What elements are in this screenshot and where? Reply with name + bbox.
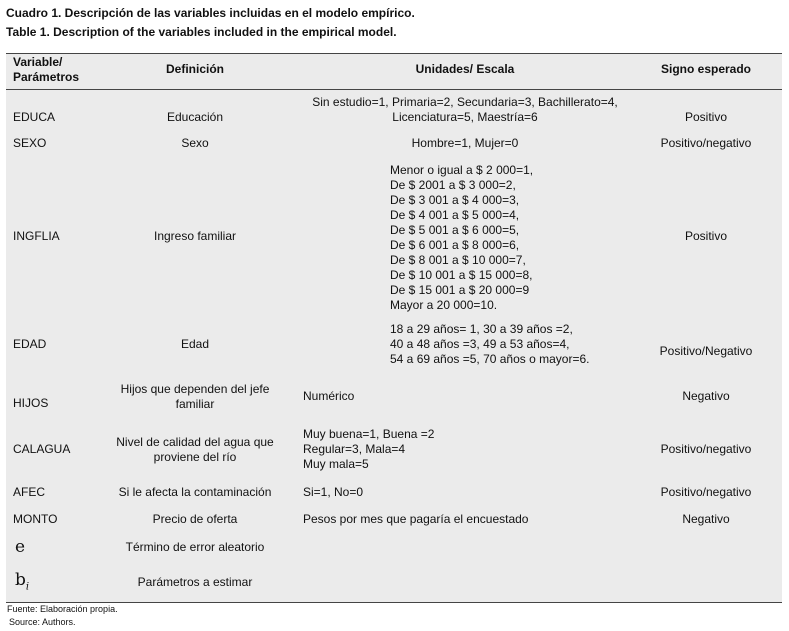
definicion-error: Término de error aleatorio [125, 540, 265, 554]
signo-afec: Positivo/negativo [660, 485, 752, 499]
definicion-monto: Precio de oferta [152, 512, 238, 526]
variable-params-symbol [15, 570, 29, 592]
params-symbol-subscript: i [25, 581, 30, 593]
signo-edad: Positivo/Negativo [659, 344, 753, 358]
unidades-ingflia [390, 163, 533, 313]
unidades-line: 18 a 29 años= 1, 30 a 39 años =2, [390, 322, 573, 336]
signo-monto: Negativo [682, 512, 730, 526]
unidades-line: De $ 10 001 a $ 15 000=8, [390, 268, 533, 282]
unidades-line: Mayor a 20 000=10. [390, 298, 498, 312]
unidades-afec: Si=1, No=0 [303, 485, 364, 499]
definicion-ingflia: Ingreso familiar [153, 229, 237, 243]
definicion-calagua [100, 435, 290, 465]
definicion-line: proviene del río [153, 450, 237, 464]
header-variable-line2: Parámetros [13, 70, 80, 84]
definicion-line: Hijos que dependen del jefe [120, 382, 270, 396]
unidades-line: Sin estudio=1, Primaria=2, Secundaria=3, Bachillerato=4, [312, 95, 618, 109]
unidades-line: Menor o igual a $ 2 000=1, [390, 163, 534, 177]
caption-english: Table 1. Description of the variables included in the empirical model. [6, 25, 397, 39]
variable-error-symbol: e [15, 537, 26, 557]
variable-monto: MONTO [13, 512, 58, 526]
definicion-params: Parámetros a estimar [137, 575, 253, 589]
unidades-calagua [303, 427, 434, 472]
header-signo: Signo esperado [660, 62, 752, 76]
unidades-line: De $ 2001 a $ 3 000=2, [390, 178, 516, 192]
unidades-edad [390, 322, 589, 367]
variable-educa: EDUCA [13, 110, 56, 124]
definicion-afec: Si le afecta la contaminación [118, 485, 272, 499]
note-fuente: Fuente: Elaboración propia. [7, 604, 118, 614]
unidades-line: Muy mala=5 [303, 457, 369, 471]
definicion-educa: Educación [166, 110, 224, 124]
variable-calagua: CALAGUA [13, 442, 71, 456]
definicion-sexo: Sexo [181, 136, 209, 150]
note-source: Source: Authors. [9, 617, 76, 627]
unidades-line: 40 a 48 años =3, 49 a 53 años=4, [390, 337, 570, 351]
caption-spanish: Cuadro 1. Descripción de las variables incluidas en el modelo empírico. [6, 6, 415, 20]
header-divider [6, 89, 782, 90]
signo-educa: Positivo [684, 110, 728, 124]
unidades-line: De $ 3 001 a $ 4 000=3, [390, 193, 520, 207]
definicion-line: familiar [175, 397, 215, 411]
unidades-sexo: Hombre=1, Mujer=0 [411, 136, 519, 150]
unidades-educa [300, 95, 630, 125]
definicion-line: Nivel de calidad del agua que [116, 435, 274, 449]
unidades-hijos: Numérico [303, 389, 355, 403]
unidades-line: De $ 15 001 a $ 20 000=9 [390, 283, 530, 297]
unidades-line: De $ 5 001 a $ 6 000=5, [390, 223, 520, 237]
signo-sexo: Positivo/negativo [660, 136, 752, 150]
unidades-line: Regular=3, Mala=4 [303, 442, 406, 456]
header-definicion: Definición [165, 62, 224, 76]
unidades-line: Licenciatura=5, Maestría=6 [392, 110, 538, 124]
definicion-hijos [100, 382, 290, 412]
unidades-line: 54 a 69 años =5, 70 años o mayor=6. [390, 352, 590, 366]
signo-hijos: Negativo [682, 389, 730, 403]
variable-sexo: SEXO [13, 136, 47, 150]
variable-edad: EDAD [13, 337, 47, 351]
variable-afec: AFEC [13, 485, 46, 499]
signo-ingflia: Positivo [684, 229, 728, 243]
variable-ingflia: INGFLIA [13, 229, 60, 243]
variable-hijos: HIJOS [13, 396, 49, 410]
params-symbol-base: b [15, 570, 26, 590]
unidades-line: De $ 6 001 a $ 8 000=6, [390, 238, 520, 252]
header-variable [13, 55, 79, 85]
header-unidades: Unidades/ Escala [415, 62, 515, 76]
unidades-line: Muy buena=1, Buena =2 [303, 427, 435, 441]
definicion-edad: Edad [180, 337, 210, 351]
signo-calagua: Positivo/negativo [660, 442, 752, 456]
unidades-monto: Pesos por mes que pagaría el encuestado [303, 512, 529, 526]
unidades-line: De $ 4 001 a $ 5 000=4, [390, 208, 520, 222]
unidades-line: De $ 8 001 a $ 10 000=7, [390, 253, 526, 267]
header-variable-line1: Variable/ [13, 55, 63, 69]
